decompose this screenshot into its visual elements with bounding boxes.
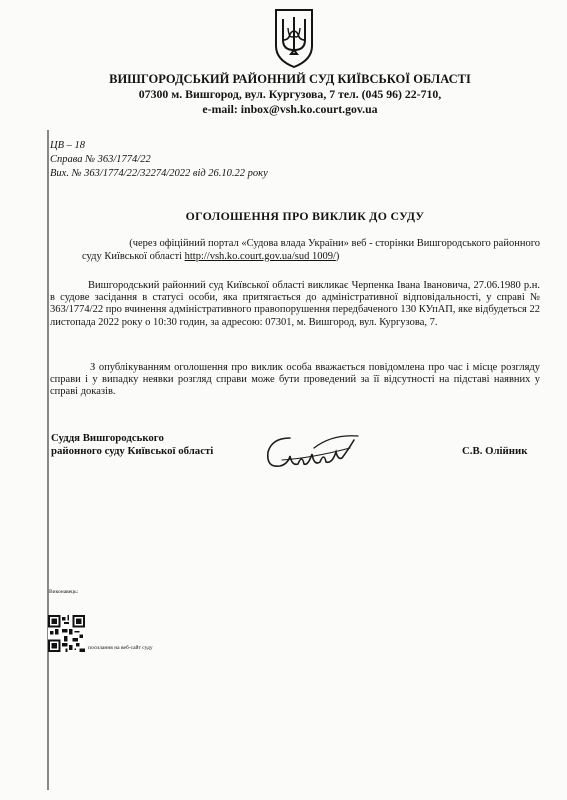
coat-of-arms-icon (272, 6, 316, 70)
summons-paragraph: Вишгородський районний суд Київської області викликає Черпенка Івана Івановича, 27.06.1980 р.н. в судове засідання в статусі особи, яка притягається до адміністративної відповідальності, у справі № 363/1774/22 про вчинення адміністративного правопорушення передбаченого 130 КУпАП, яке відбудеться 22 листопада 2022 року о 10:30 годин, за адресою: 07301, м. Вишгород, вул. Кургузова, 7. (50, 280, 540, 328)
portal-line-2 (82, 251, 540, 263)
case-number: Справа № 363/1774/22 (50, 154, 151, 165)
handwritten-signature (262, 430, 362, 472)
court-website-link[interactable]: http://vsh.ko.court.gov.ua/sud 1009/ (184, 251, 336, 262)
portal-line-2-suffix: ) (335, 251, 340, 262)
portal-line-2-prefix: суду Київської області (82, 251, 185, 262)
court-name: ВИШГОРОДСЬКИЙ РАЙОННИЙ СУД КИЇВСЬКОЇ ОБЛАСТІ (109, 72, 471, 86)
court-address: 07300 м. Вишгород, вул. Кургузова, 7 тел. (045 96) 22-710, (138, 87, 442, 101)
court-email: e-mail: inbox@vsh.ko.court.gov.ua (202, 102, 378, 116)
judge-name: С.В. Олійник (462, 445, 528, 457)
document-title: ОГОЛОШЕННЯ ПРО ВИКЛИК ДО СУДУ (185, 209, 425, 223)
document-code: ЦВ – 18 (50, 140, 85, 151)
judge-title-line-1: Суддя Вишгородського (51, 432, 164, 444)
qr-caption: посилання на веб-сайт суду (88, 645, 153, 651)
outgoing-number: Вих. № 363/1774/22/32274/2022 від 26.10.22 року (50, 168, 268, 179)
portal-line-1: (через офіційний портал «Судова влада України» веб - сторінки Вишгородського районного (129, 238, 540, 249)
judge-title-line-2: районного суду Київської області (51, 445, 214, 457)
executor-label: Виконавець: (49, 589, 79, 595)
qr-code-icon (48, 615, 85, 652)
scan-edge (47, 130, 49, 790)
notice-paragraph: З опублікуванням оголошення про виклик особа вважається повідомлена про час і місце розгляду справи і у випадку неявки розгляд справи може бути проведений за її відсутності на підставі наявних у справі доказів. (50, 362, 540, 398)
